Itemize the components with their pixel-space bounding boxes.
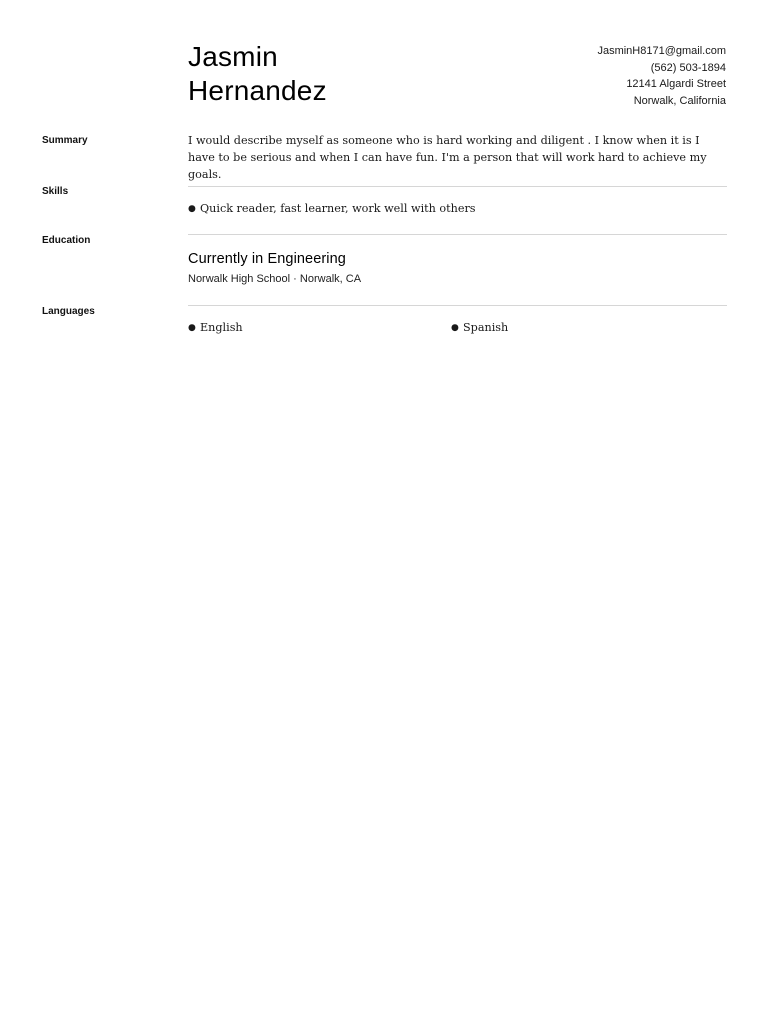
first-name: Jasmin bbox=[188, 41, 278, 72]
contact-phone: (562) 503-1894 bbox=[650, 61, 726, 74]
divider bbox=[188, 186, 727, 187]
education-location: Norwalk, CA bbox=[299, 273, 362, 285]
contact-email: JasminH8171@gmail.com bbox=[597, 45, 726, 57]
bullet-dot-icon: ● bbox=[188, 204, 196, 214]
education-details bbox=[188, 273, 361, 285]
divider bbox=[188, 305, 727, 306]
language-text: English bbox=[200, 321, 243, 334]
education-separator: · bbox=[293, 273, 297, 285]
candidate-name bbox=[188, 40, 327, 108]
education-title: Currently in Engineering bbox=[188, 251, 346, 267]
contact-city: Norwalk, California bbox=[633, 95, 726, 108]
language-item bbox=[188, 320, 243, 336]
last-name: Hernandez bbox=[188, 75, 327, 106]
languages-label: Languages bbox=[42, 306, 95, 317]
divider bbox=[188, 234, 727, 235]
language-text: Spanish bbox=[463, 321, 509, 334]
education-school: Norwalk High School bbox=[188, 273, 291, 285]
contact-street: 12141 Algardi Street bbox=[626, 78, 726, 91]
summary-text: I would describe myself as someone who is hard working and diligent . I know when it is I have to be serious and when I can have fun. I'm a person that will work hard to achieve my goals. bbox=[188, 134, 707, 181]
skill-text: Quick reader, fast learner, work well with others bbox=[200, 202, 476, 215]
bullet-dot-icon: ● bbox=[451, 323, 459, 333]
contact-block bbox=[597, 43, 726, 110]
summary-label: Summary bbox=[42, 135, 88, 146]
skills-list-item bbox=[188, 201, 476, 217]
language-item bbox=[451, 320, 508, 336]
bullet-dot-icon: ● bbox=[188, 323, 196, 333]
skills-label: Skills bbox=[42, 186, 69, 197]
education-label: Education bbox=[42, 235, 91, 246]
